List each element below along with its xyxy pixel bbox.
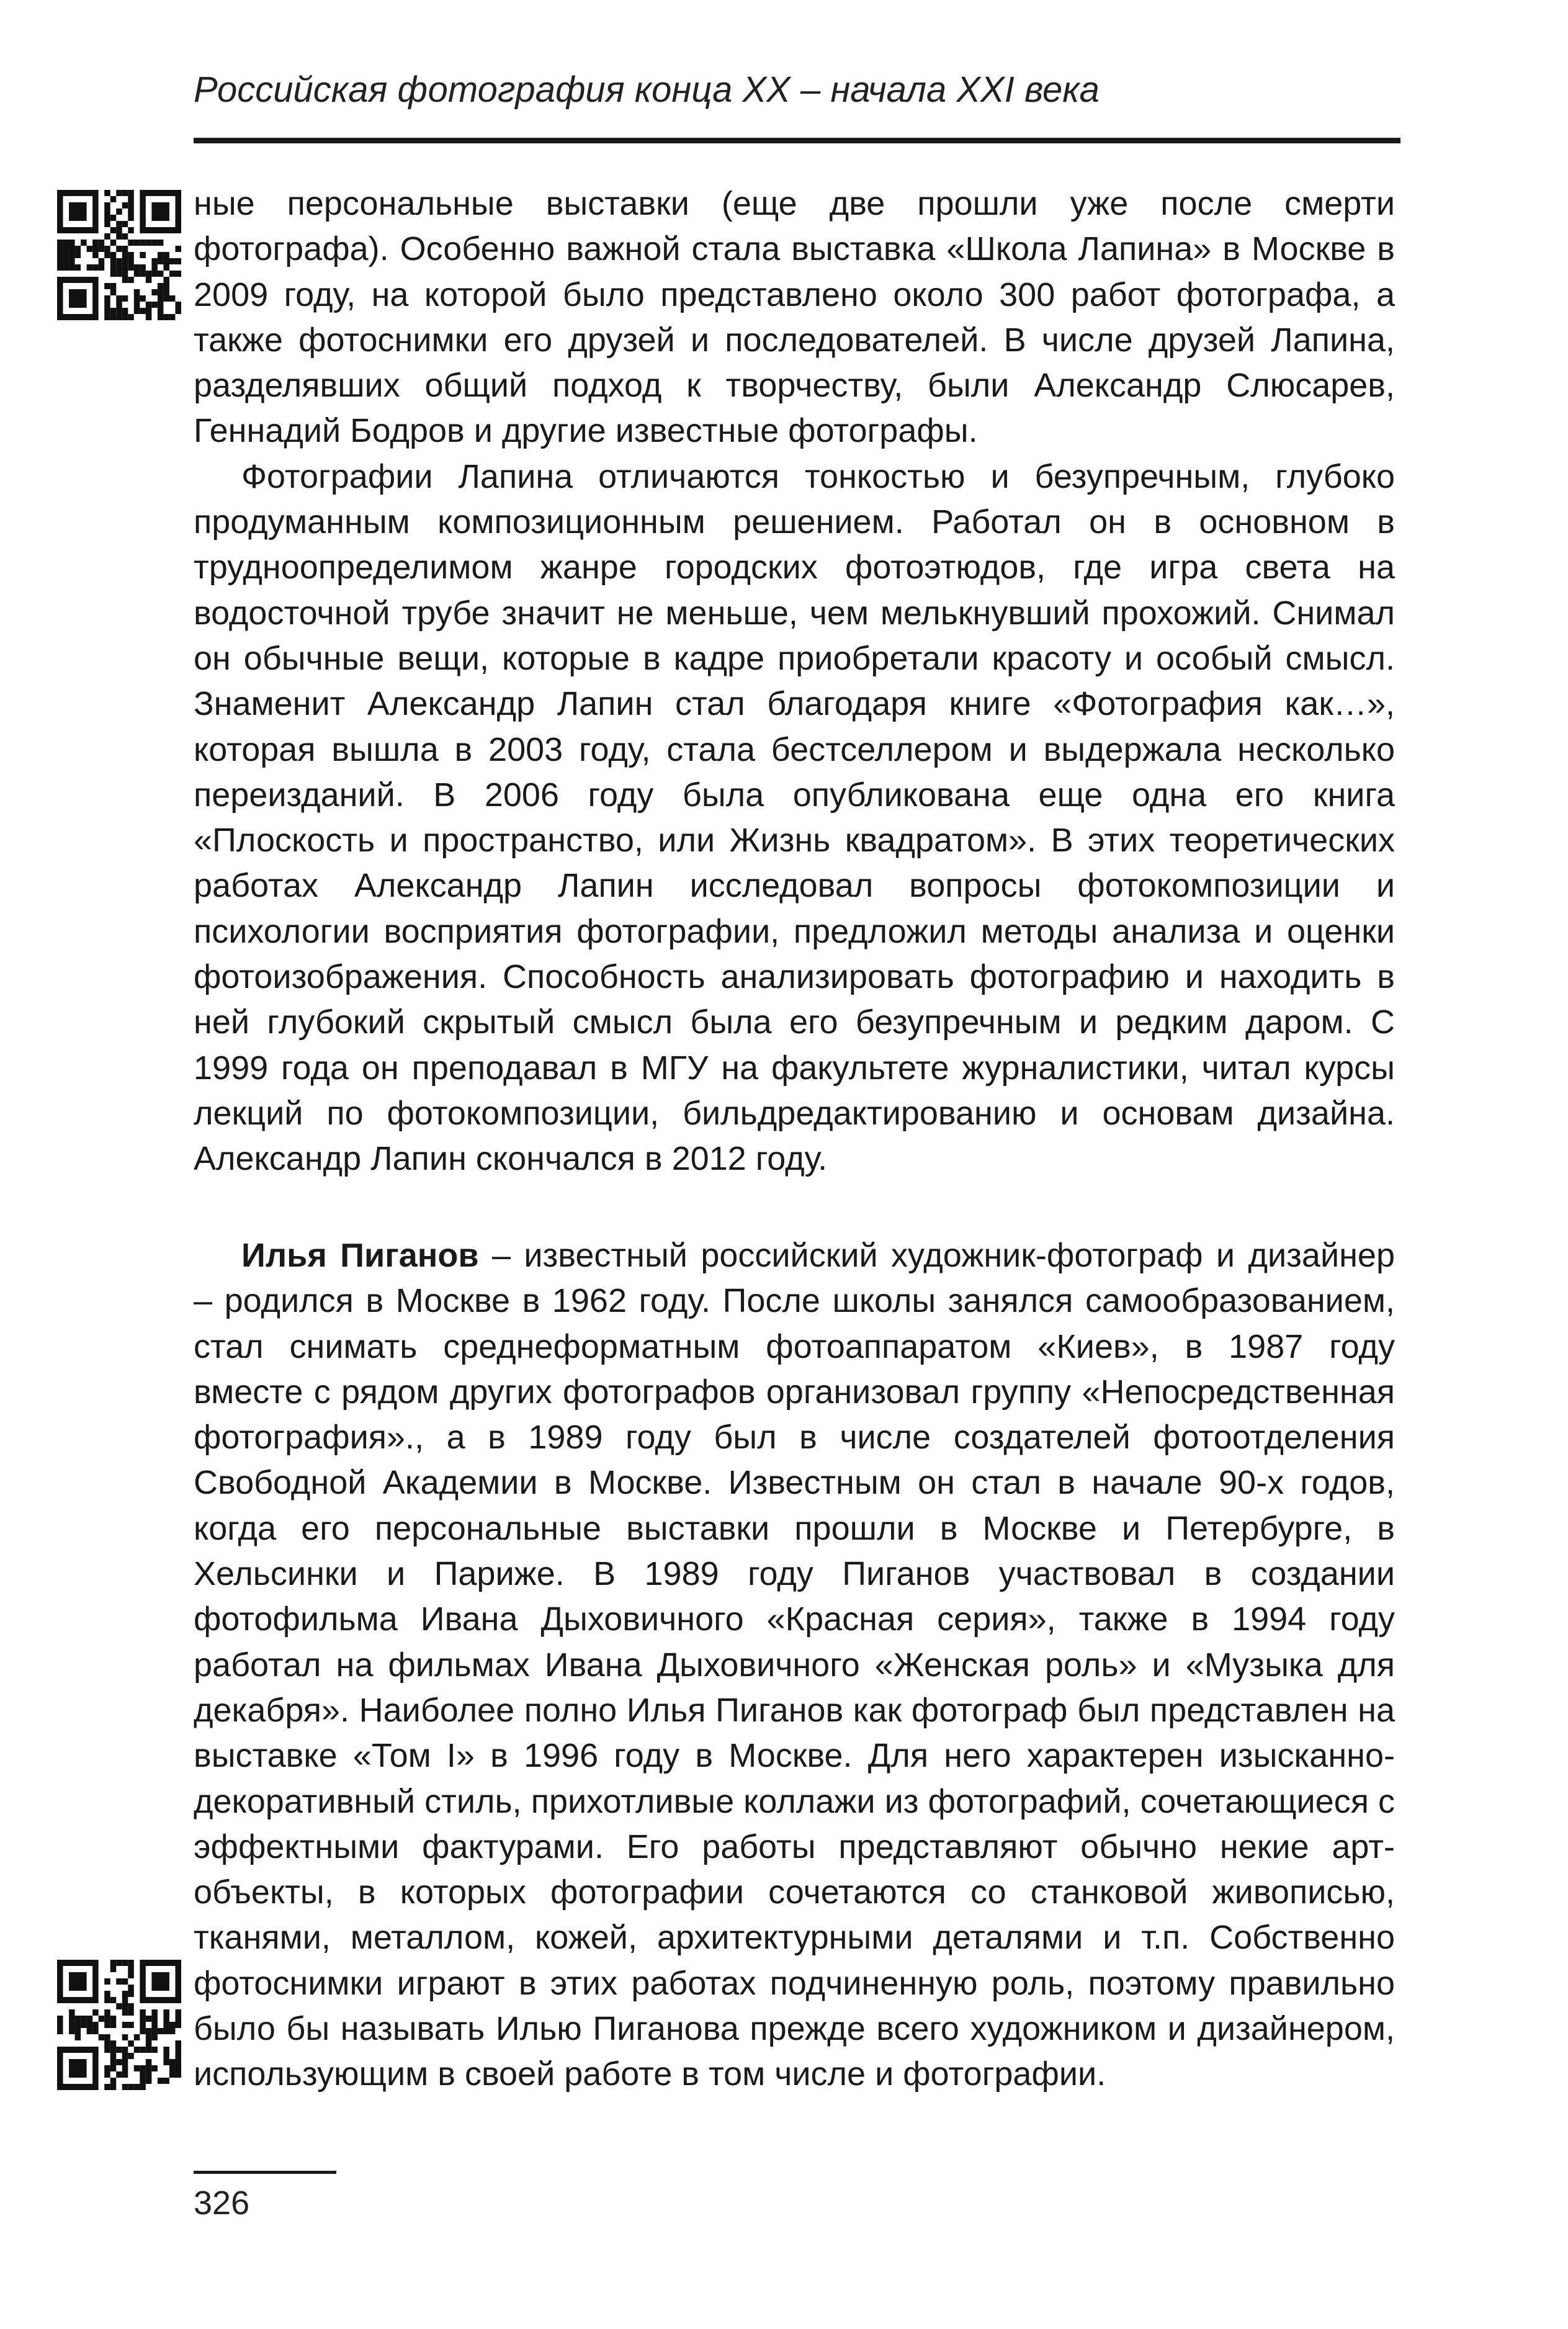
footer-rule: [194, 2171, 336, 2174]
author-name: Илья Пиганов: [241, 1237, 479, 1274]
qr-code-icon[interactable]: [57, 1960, 181, 2090]
paragraph-piganov-text: – известный российский художник-фотограф и дизайнер – родился в Москве в 1962 году. После школы занялся самообразованием, стал снимать среднеформатным фотоаппаратом «Киев», в 1987 году вместе с рядом других фотографов организовал группу «Непосредственная фотография»., а в 1989 году был в числе создателей фотоотделения Свободной Академии в Москве. Известным он стал в начале 90-х годов, когда его персональные выставки прошли в Москве и Петербурге, в Хельсинки и Париже. В 1989 году Пиганов участвовал в создании фотофильма Ивана Дыховичного «Красная серия», также в 1994 году работал на фильмах Ивана Дыховичного «Женская роль» и «Музыка для декабря». Наиболее полно Илья Пиганов как фотограф был представлен на выставке «Том I» в 1996 году в Москве. Для него характерен изысканно-декоративный стиль, прихотливые коллажи из фотографий, сочетающиеся с эффектными фактурами. Его работы представляют обычно некие арт-объекты, в которых фотографии сочетаются со станковой живописью, тканями, металлом, кожей, архитектурными деталями и т.п. Собственно фотоснимки играют в этих работах подчиненную роль, поэтому правильно было бы называть Илью Пиганова прежде всего художником и дизайнером, использующим в своей работе в том числе и фотографии.: [194, 1237, 1395, 2093]
section-piganov: [194, 1233, 1395, 2098]
paragraph-lapin-exhibitions: ные персональные выставки (еще две прошли уже после смерти фотографа). Особенно важной стала выставка «Школа Лапина» в Москве в 2009 году, на которой было представлено около 300 работ фотографа, а также фотоснимки его друзей и последователей. В числе друзей Лапина, разделявших общий подход к творчеству, были Александр Слюсарев, Геннадий Бодров и другие известные фотографы.: [194, 185, 1395, 450]
paragraph-piganov: [194, 1233, 1395, 2098]
qr-code-icon[interactable]: [57, 190, 181, 320]
running-head: Российская фотография конца XX – начала XXI века: [194, 70, 1100, 110]
section-lapin: [194, 181, 1395, 1182]
header-rule: [194, 138, 1400, 143]
paragraph-lapin-style: Фотографии Лапина отличаются тонкостью и безупречным, глубоко продуманным композиционным решением. Работал он в основном в трудноопределимом жанре городских фотоэтюдов, где игра света на водосточной трубе значит не меньше, чем мелькнувший прохожий. Снимал он обычные вещи, которые в кадре приобретали красоту и особый смысл. Знаменит Александр Лапин стал благодаря книге «Фотография как…», которая вышла в 2003 году, стала бестселлером и выдержала несколько переизданий. В 2006 году была опубликована еще одна его книга «Плоскость и пространство, или Жизнь квадратом». В этих теоретических работах Александр Лапин исследовал вопросы фотокомпозиции и психологии восприятия фотографии, предложил методы анализа и оценки фотоизображения. Способность анализировать фотографию и находить в ней глубокий скрытый смысл была его безупречным и редким даром. С 1999 года он преподавал в МГУ на факультете журналистики, читал курсы лекций по фотокомпозиции, бильдредактированию и основам дизайна. Александр Лапин скончался в 2012 году.: [194, 457, 1395, 1178]
page-number: 326: [194, 2184, 250, 2222]
